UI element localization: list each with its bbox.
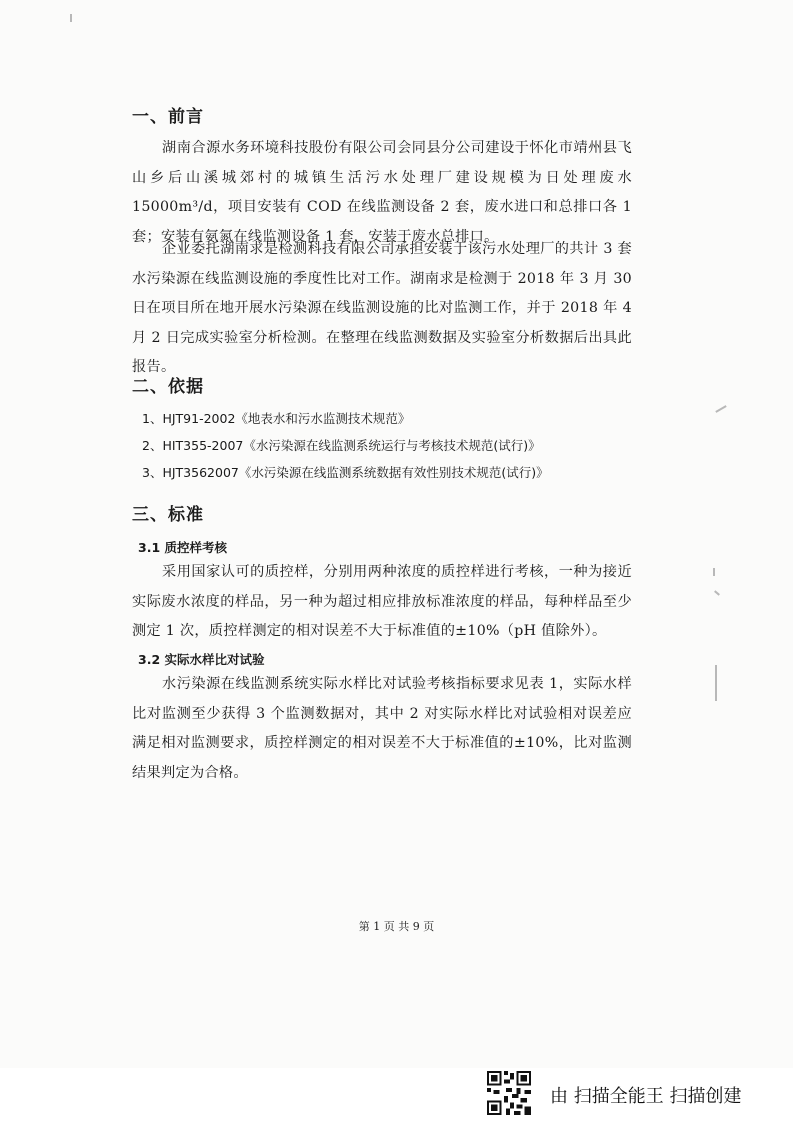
- qc-paragraph: 采用国家认可的质控样，分别用两种浓度的质控样进行考核，一种为接近实际废水浓度的样品，另一种为超过相应排放标准浓度的样品，每种样品至少测定 1 次，质控样测定的相对误差不大于标准值的±10%（pH 值除外）。: [132, 564, 632, 639]
- preface-paragraph-1: 湖南合源水务环境科技股份有限公司会同县分公司建设于怀化市靖州县飞山乡后山溪城郊村的城镇生活污水处理厂建设规模为日处理废水 15000m³/d，项目安装有 COD 在线监测设备 2 套，废水进口和总排口各 1 套；安装有氨氮在线监测设备 1 套，安装于废水总排口。: [132, 140, 632, 245]
- scan-artifact: [70, 14, 72, 22]
- scan-artifact: [713, 568, 715, 576]
- scan-artifact: [714, 590, 720, 595]
- reference-item: 2、HIT355-2007《水污染源在线监测系统运行与考核技术规范(试行)》: [142, 438, 541, 453]
- section-heading-basis: 二、依据: [132, 377, 204, 397]
- scan-artifact: [715, 405, 726, 413]
- watermark-text: 由 扫描全能王 扫描创建: [550, 1086, 742, 1107]
- subsection-heading-qc: 3.1 质控样考核: [138, 540, 227, 555]
- section-heading-standard: 三、标准: [132, 505, 204, 525]
- preface-paragraph-2: 企业委托湖南求是检测科技有限公司承担安装于该污水处理厂的共计 3 套水污染源在线监测设施的季度性比对工作。湖南求是检测于 2018 年 3 月 30 日在项目所在地开展水污染源在线监测设施的比对监测工作，并于 2018 年 4 月 2 日完成实验室分析检测。在整理在线监测数据及实验室分析数据后出具此报告。: [132, 241, 632, 375]
- reference-item: 1、HJT91-2002《地表水和污水监测技术规范》: [142, 411, 411, 426]
- reference-item: 3、HJT3562007《水污染源在线监测系统数据有效性别技术规范(试行)》: [142, 465, 549, 480]
- scan-artifact: [715, 665, 717, 701]
- comparison-paragraph: 水污染源在线监测系统实际水样比对试验考核指标要求见表 1，实际水样比对监测至少获得 3 个监测数据对，其中 2 对实际水样比对试验相对误差应满足相对监测要求，质控样测定的相对误差不大于标准值的±10%，比对监测结果判定为合格。: [132, 676, 632, 781]
- page-number: 第 1 页 共 9 页: [358, 920, 435, 933]
- qr-code-icon: [487, 1071, 531, 1115]
- subsection-heading-comparison: 3.2 实际水样比对试验: [138, 652, 265, 667]
- section-heading-preface: 一、前言: [132, 107, 204, 127]
